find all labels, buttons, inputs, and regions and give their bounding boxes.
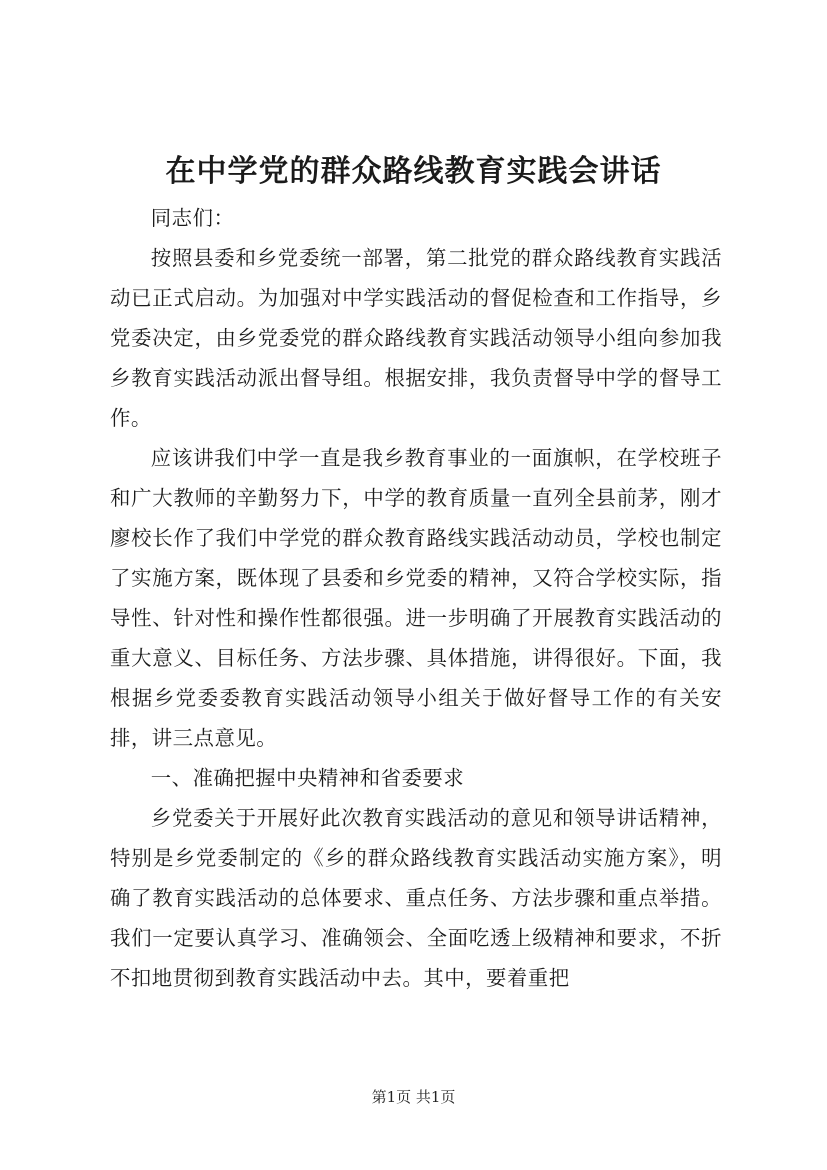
document-body <box>110 198 722 998</box>
page-title: 在中学党的群众路线教育实践会讲话 <box>165 154 662 189</box>
salutation: 同志们： <box>150 206 235 230</box>
page-number-text: 第1页 共1页 <box>371 1088 456 1106</box>
paragraph-2: 应该讲我们中学一直是我乡教育事业的一面旗帜，在学校班子和广大教师的辛勤努力下，中学的教育质量一直列全县前茅，刚才廖校长作了我们中学党的群众教育路线实践活动动员，学校也制定了实施方案，既体现了县委和乡党委的精神，又符合学校实际，指导性、针对性和操作性都很强。进一步明确了开展教育实践活动的重大意义、目标任务、方法步骤、具体措施，讲得很好。下面，我根据乡党委委教育实践活动领导小组关于做好督导工作的有关安排，讲三点意见。 <box>110 446 722 750</box>
paragraph-1: 按照县委和乡党委统一部署，第二批党的群众路线教育实践活动已正式启动。为加强对中学实践活动的督促检查和工作指导，乡党委决定，由乡党委党的群众路线教育实践活动领导小组向参加我乡教育实践活动派出督导组。根据安排，我负责督导中学的督导工作。 <box>110 246 722 430</box>
section-heading-1: 一、准确把握中央精神和省委要求 <box>150 766 465 790</box>
paragraph-3: 乡党委关于开展好此次教育实践活动的意见和领导讲话精神，特别是乡党委制定的《乡的群众路线教育实践活动实施方案》，明确了教育实践活动的总体要求、重点任务、方法步骤和重点举措。我们一定要认真学习、准确领会、全面吃透上级精神和要求，不折不扣地贯彻到教育实践活动中去。其中，要着重把 <box>110 806 722 990</box>
page-footer <box>0 1086 827 1107</box>
